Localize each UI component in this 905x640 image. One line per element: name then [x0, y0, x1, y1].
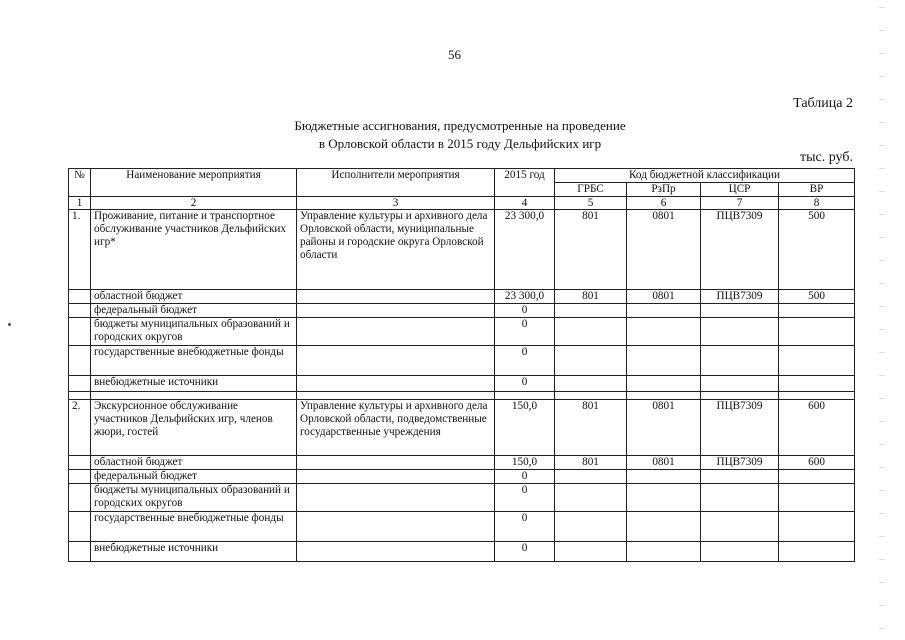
item-executors: Управление культуры и архивного дела Орловской области, муниципальные районы и городские округа Орловской области	[297, 210, 495, 290]
title-line-1: Бюджетные ассигнования, предусмотренные на проведение	[294, 118, 626, 133]
item-num: 2.	[69, 400, 91, 456]
source-amount: 150,0	[495, 456, 555, 470]
source-amount: 0	[495, 470, 555, 484]
budget-table	[68, 168, 855, 562]
table-row	[69, 400, 855, 456]
empty-cell	[69, 304, 91, 318]
header-csr: ЦСР	[701, 183, 779, 197]
item-grbs: 801	[555, 210, 627, 290]
empty-cell	[69, 484, 91, 512]
empty-cell	[69, 470, 91, 484]
item-amount: 150,0	[495, 400, 555, 456]
empty-cell	[297, 304, 495, 318]
source-label: бюджеты муниципальных образований и городских округов	[91, 484, 297, 512]
source-label: внебюджетные источники	[91, 542, 297, 562]
index-cell: 3	[297, 197, 495, 210]
item-name: Проживание, питание и транспортное обслуживание участников Дельфийских игр*	[91, 210, 297, 290]
item-name: Экскурсионное обслуживание участников Дельфийских игр, членов жюри, гостей	[91, 400, 297, 456]
source-rzpr: 0801	[627, 456, 701, 470]
source-amount: 0	[495, 376, 555, 392]
source-label: федеральный бюджет	[91, 304, 297, 318]
empty-cell	[69, 456, 91, 470]
index-cell: 6	[627, 197, 701, 210]
item-vr: 500	[779, 210, 855, 290]
source-amount: 0	[495, 542, 555, 562]
source-amount: 0	[495, 304, 555, 318]
source-rzpr: 0801	[627, 290, 701, 304]
empty-cell	[69, 512, 91, 542]
table-row	[69, 346, 855, 376]
row-spacer	[69, 392, 855, 400]
table-row	[69, 290, 855, 304]
empty-cell	[297, 456, 495, 470]
index-cell: 8	[779, 197, 855, 210]
source-amount: 0	[495, 512, 555, 542]
source-label: федеральный бюджет	[91, 470, 297, 484]
item-num: 1.	[69, 210, 91, 290]
header-year: 2015 год	[495, 169, 555, 197]
empty-cell	[69, 542, 91, 562]
column-index-row	[69, 197, 855, 210]
source-label: внебюджетные источники	[91, 376, 297, 392]
index-cell: 4	[495, 197, 555, 210]
header-grbs: ГРБС	[555, 183, 627, 197]
source-label: бюджеты муниципальных образований и городских округов	[91, 318, 297, 346]
empty-cell	[297, 376, 495, 392]
empty-cell	[297, 484, 495, 512]
document-title	[230, 117, 690, 153]
table-row	[69, 318, 855, 346]
source-label: государственные внебюджетные фонды	[91, 346, 297, 376]
table-row	[69, 376, 855, 392]
source-vr: 600	[779, 456, 855, 470]
item-amount: 23 300,0	[495, 210, 555, 290]
table-row	[69, 470, 855, 484]
source-csr: ПЦВ7309	[701, 456, 779, 470]
source-grbs: 801	[555, 290, 627, 304]
header-code-group: Код бюджетной классификации	[555, 169, 855, 183]
source-label: государственные внебюджетные фонды	[91, 512, 297, 542]
source-label: областной бюджет	[91, 456, 297, 470]
source-csr: ПЦВ7309	[701, 290, 779, 304]
table-row	[69, 210, 855, 290]
index-cell: 2	[91, 197, 297, 210]
source-vr: 500	[779, 290, 855, 304]
source-label: областной бюджет	[91, 290, 297, 304]
index-cell: 7	[701, 197, 779, 210]
scan-dot-artifact	[8, 323, 11, 326]
item-executors: Управление культуры и архивного дела Орловской области, подведомственные государственные учреждения	[297, 400, 495, 456]
header-vr: ВР	[779, 183, 855, 197]
page-number: 56	[448, 47, 461, 62]
source-amount: 0	[495, 346, 555, 376]
table-row	[69, 484, 855, 512]
index-cell: 5	[555, 197, 627, 210]
table-row	[69, 304, 855, 318]
table-label: Таблица 2	[793, 96, 853, 111]
item-rzpr: 0801	[627, 400, 701, 456]
source-grbs: 801	[555, 456, 627, 470]
empty-cell	[297, 542, 495, 562]
item-csr: ПЦВ7309	[701, 400, 779, 456]
header-num: №	[69, 169, 91, 197]
item-vr: 600	[779, 400, 855, 456]
source-amount: 0	[495, 318, 555, 346]
item-csr: ПЦВ7309	[701, 210, 779, 290]
empty-cell	[297, 470, 495, 484]
header-executors: Исполнители мероприятия	[297, 169, 495, 197]
table-row	[69, 542, 855, 562]
item-rzpr: 0801	[627, 210, 701, 290]
empty-cell	[297, 346, 495, 376]
source-amount: 0	[495, 484, 555, 512]
table-row	[69, 512, 855, 542]
table-row	[69, 456, 855, 470]
empty-cell	[297, 318, 495, 346]
empty-cell	[297, 290, 495, 304]
index-cell: 1	[69, 197, 91, 210]
empty-cell	[69, 290, 91, 304]
units-label: тыс. руб.	[800, 150, 853, 165]
header-rzpr: РзПр	[627, 183, 701, 197]
source-amount: 23 300,0	[495, 290, 555, 304]
empty-cell	[69, 318, 91, 346]
scan-edge-artifact	[879, 0, 885, 640]
empty-cell	[297, 512, 495, 542]
empty-cell	[69, 376, 91, 392]
empty-cell	[69, 346, 91, 376]
header-name: Наименование мероприятия	[91, 169, 297, 197]
item-grbs: 801	[555, 400, 627, 456]
title-line-2: в Орловской области в 2015 году Дельфийских игр	[318, 136, 602, 151]
